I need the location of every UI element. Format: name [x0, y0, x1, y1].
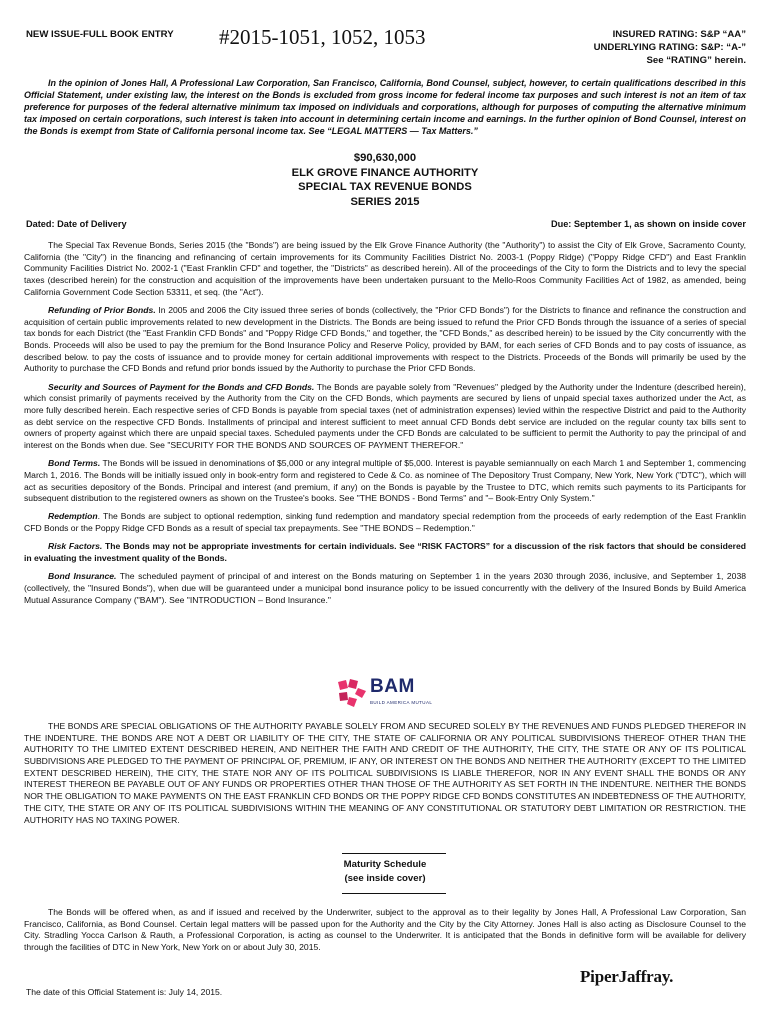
bond-insurance-text: The scheduled payment of principal of and interest on the Bonds maturing on September 1 in the years 2030 through 2036, inclusive, and September 1, 2038 (collectively, the "Insured Bonds"), when due will be guaranteed under a municipal bond insurance policy to be issued concurrently with the delivery of the Insured Bonds by Build America Mutual Assurance Company ("BAM"). See "INTRODUCTION – Bond Insurance." — [24, 571, 746, 605]
bond-terms-heading: Bond Terms. — [48, 458, 101, 469]
bond-insurance-heading: Bond Insurance. — [48, 571, 117, 582]
security-paragraph — [24, 382, 746, 452]
security-text: The Bonds are payable solely from "Revenues" pledged by the Authority under the Indenture (described herein), which consist primarily of payments received by the Authority from the City on the CFD Bonds, which payments are secured by liens of unpaid special taxes authorized under the Act, as more fully described herein. Each respective series of CFD Bonds is payable from special taxes (net of administration expenses) levied within the respective District and paid to the Authority as debt service on the respective CFD Bonds. Installments of principal and interest sufficient to meet annual CFD Bonds debt service are included on the regular county tax bills sent to owners of property against which there are unpaid special taxes. Scheduled payments under the CFD Bonds are calculated to be sufficient to permit the Authority to pay the principal of and interest on the Bonds when due. See "SECURITY FOR THE BONDS AND SOURCES OF PAYMENT THEREFOR." — [24, 381, 746, 450]
refunding-paragraph — [24, 305, 746, 375]
issue-type-label: NEW ISSUE-FULL BOOK ENTRY — [26, 29, 174, 40]
risk-factors-paragraph — [24, 541, 746, 564]
maturity-schedule-reference: (see inside cover) — [344, 872, 426, 884]
redemption-paragraph — [24, 511, 746, 534]
principal-amount: $90,630,000 — [353, 152, 417, 164]
bond-insurance-paragraph — [24, 571, 746, 606]
cusip-numbers: #2015-1051, 1052, 1053 — [219, 25, 426, 49]
bam-logo-text: BAM — [370, 676, 415, 697]
maturity-top-rule — [342, 853, 446, 854]
refunding-text: In 2005 and 2006 the City issued three series of bonds (collectively, the "Prior CFD Bonds") for the Districts to finance and refinance the construction and acquisition of certain public improvements related to new development in the Districts. The Bonds are being issued to refund the Prior CFD Bonds through the issuance of a series of special tax bonds for each District (the "East Franklin CFD Bonds" and "Poppy Ridge CFD Bonds," and together, the "CFD Bonds," as described herein) to be issued by the City concurrently with the Bonds. Proceeds will also be used to pay the premium for the Bond Insurance Policy and Reserve Policy, provided by BAM, for each series of CFD Bonds and to pay costs of issuance, as described below. to pay the costs of issuance and to provide money for certain additional improvements with respect to the Districts. Proceeds of the Bonds will primarily be used by the Authority to purchase the CFD Bonds and refund prior bonds issued by the Authority to purchase the Prior CFD Bonds. — [24, 304, 747, 374]
insured-rating: INSURED RATING: S&P “AA” — [612, 29, 746, 40]
dated-date: Dated: Date of Delivery — [26, 219, 127, 229]
maturity-schedule-block — [24, 858, 746, 886]
rating-block — [594, 29, 746, 68]
special-obligations-statement: THE BONDS ARE SPECIAL OBLIGATIONS OF THE AUTHORITY PAYABLE SOLELY FROM AND SECURED SOLELY BY THE REVENUES AND FUNDS PLEDGED THEREFOR IN THE INDENTURE. THE BONDS ARE NOT A DEBT OR LIABILITY OF THE CITY, THE STATE OF CALIFORNIA OR ANY POLITICAL SUBDIVISIONS THEREOF OTHER THAN THE AUTHORITY TO THE LIMITED EXTENT DESCRIBED HEREIN, AND NEITHER THE FAITH AND CREDIT OF THE AUTHORITY, THE CITY, THE STATE OR ANY OF ITS POLITICAL SUBDIVISIONS ARE PLEDGED TO THE PAYMENT OF PRINCIPAL OF, PREMIUM, IF ANY, OR INTEREST ON THE BONDS AND NEITHER THE AUTHORITY (EXCEPT TO THE LIMITED EXTENT DESCRIBED HEREIN), THE CITY, THE STATE NOR ANY OF ITS POLITICAL SUBDIVISIONS IS LIABLE THEREFOR, NOR IN ANY EVENT SHALL THE BONDS OR ANY INTEREST THEREON BE PAYABLE OUT OF ANY FUNDS OR PROPERTIES OTHER THAN THOSE OF THE AUTHORITY AS SET FORTH IN THE INDENTURE. NEITHER THE BONDS NOR THE OBLIGATION TO MAKE PAYMENTS ON THE EAST FRANKLIN CFD BONDS OR THE POPPY RIDGE CFD BONDS CONSTITUTES AN INDEBTEDNESS OF THE AUTHORITY, THE CITY, THE STATE OR ANY OF ITS POLITICAL SUBDIVISIONS WITHIN THE MEANING OF ANY CONSTITUTIONAL OR STATUTORY DEBT LIMITATION OR RESTRICTION. THE AUTHORITY HAS NO TAXING POWER. — [24, 721, 746, 825]
bam-logo — [336, 676, 446, 712]
official-statement-date: The date of this Official Statement is: July 14, 2015. — [26, 987, 223, 997]
bam-logo-subtitle: BUILD AMERICA MUTUAL — [370, 700, 433, 705]
underlying-rating: UNDERLYING RATING: S&P: “A-” — [593, 41, 746, 53]
intro-paragraph: The Special Tax Revenue Bonds, Series 2015 (the "Bonds") are being issued by the Elk Grove Finance Authority (the "Authority") to assist the City of Elk Grove, Sacramento County, California (the "City") in the financing and refinancing of certain improvements for its Community Facilities District No. 2003-1 (Poppy Ridge) ("Poppy Ridge CFD") and East Franklin Community Facilities District No. 2002-1 ("East Franklin CFD" and together, the "Districts" as described herein). All of the proceedings of the City to form the Districts and to levy the special taxes (described herein) for the construction and acquisition of the improvements have been undertaken pursuant to the Mello-Roos Community Facilities Act of 1982, as amended, being California Government Code Section 53311, et seq. (the "Act"). — [24, 240, 746, 297]
due-date: Due: September 1, as shown on inside cover — [550, 219, 746, 229]
bond-series: SERIES 2015 — [350, 195, 420, 208]
bond-terms-text: The Bonds will be issued in denominations of $5,000 or any integral multiple of $5,000. Interest is payable semiannually on each March 1 and September 1, commencing March 1, 2016. The Bonds will be initially issued only in book-entry form and registered to Cede & Co. as nominee of The Depository Trust Company, New York, New York ("DTC"), which will act as securities depository of the Bonds. Principal and interest (and premium, if any) on the Bonds is payable by the Trustee to DTC, which remits such payments to its Participants for subsequent distribution to the registered owners as shown on the Trustee's books. See "THE BONDS - Bond Terms" and "– Book-Entry Only System." — [24, 458, 746, 504]
risk-factors-text: The Bonds may not be appropriate investments for certain individuals. See “RISK FACTORS” for a discussion of the risk factors that should be considered in evaluating the investment quality of the Bonds. — [24, 541, 746, 563]
maturity-schedule-title: Maturity Schedule — [343, 859, 427, 870]
bond-name: SPECIAL TAX REVENUE BONDS — [298, 181, 472, 194]
bond-counsel-opinion: In the opinion of Jones Hall, A Professional Law Corporation, San Francisco, California, Bond Counsel, subject, however, to certain qualifications described in this Official Statement, under existing law, the interest on the Bonds is excluded from gross income for federal income tax purposes and such interest is not an item of tax preference for purposes of the federal alternative minimum tax imposed on individuals and corporations, although for purposes of computing the alternative minimum tax imposed on certain corporations, such interest is taken into account in determining certain income and earnings. In the further opinion of Bond Counsel, interest on the Bonds is exempt from State of California personal income tax. See “LEGAL MATTERS — Tax Matters.” — [24, 78, 746, 136]
official-statement-cover — [24, 0, 746, 1024]
maturity-bottom-rule — [342, 893, 446, 894]
risk-factors-heading: Risk Factors. — [48, 541, 103, 552]
summary-body — [24, 240, 746, 613]
redemption-text: . The Bonds are subject to optional redemption, sinking fund redemption and mandatory special redemption from the proceeds of early redemption of the East Franklin CFD Bonds or the Poppy Ridge CFD Bonds as a result of special tax prepayments. See "THE BONDS – Redemption." — [24, 511, 746, 534]
bam-mark-icon — [336, 678, 368, 710]
refunding-heading: Refunding of Prior Bonds. — [48, 304, 156, 315]
offering-paragraph: The Bonds will be offered when, as and if issued and received by the Underwriter, subject to the approval as to their legality by Jones Hall, A Professional Law Corporation, San Francisco, California, as Bond Counsel. Certain legal matters will be passed upon for the Authority and the City by the City Attorney. Jones Hall is also acting as Disclosure Counsel to the City. Stradling Yocca Carlson & Rauth, a Professional Corporation, is acting as counsel to the Underwriter. It is anticipated that the Bonds in definitive form will be available for delivery through the facilities of DTC in New York, New York on or about July 30, 2015. — [24, 907, 746, 953]
redemption-heading: Redemption — [48, 511, 98, 522]
rating-reference: See “RATING” herein. — [646, 54, 746, 66]
underwriter-logo: PiperJaffray. — [580, 967, 674, 986]
bond-terms-paragraph — [24, 458, 746, 505]
bond-title-block — [24, 151, 746, 209]
security-heading: Security and Sources of Payment for the Bonds and CFD Bonds. — [48, 381, 315, 392]
issuer-name: ELK GROVE FINANCE AUTHORITY — [291, 166, 479, 179]
